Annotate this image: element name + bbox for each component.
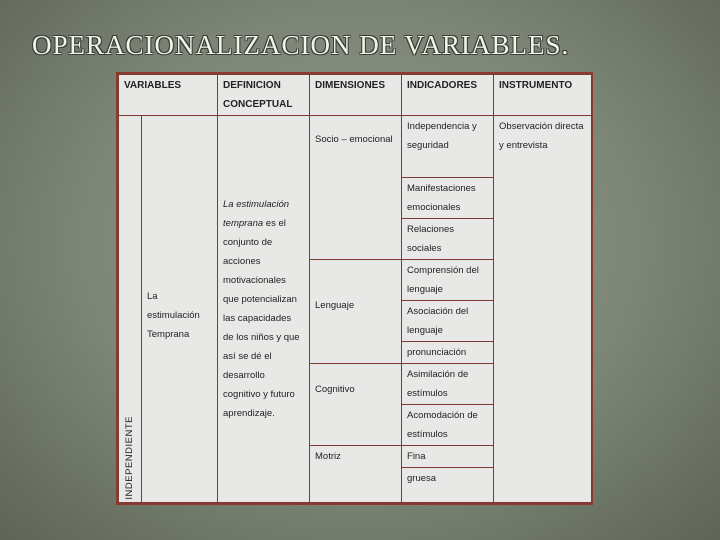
indicator-cell: Independencia y seguridad <box>402 116 494 178</box>
header-dimensiones: DIMENSIONES <box>310 75 402 116</box>
definition-term: La estimulación temprana <box>223 199 290 229</box>
slide-title: OPERACIONALIZACION DE VARIABLES. <box>32 30 570 60</box>
indicator-cell: Relaciones sociales <box>402 219 494 260</box>
header-indicadores: INDICADORES <box>402 75 494 116</box>
indicator-cell: pronunciación <box>402 342 494 364</box>
operationalization-document <box>116 72 593 505</box>
instrument-cell: Observación directa y entrevista <box>494 116 592 503</box>
header-instrumento: INSTRUMENTO <box>494 75 592 116</box>
definition-cell <box>218 116 310 503</box>
table-row <box>119 116 592 178</box>
header-row <box>119 75 592 116</box>
dimension-socio-emocional: Socio – emocional <box>310 116 402 260</box>
variable-name: La estimulación Temprana <box>147 291 200 340</box>
indicator-cell: Manifestaciones emocionales <box>402 178 494 219</box>
header-definicion: DEFINICION CONCEPTUAL <box>218 75 310 116</box>
indicator-spacer <box>402 489 494 503</box>
header-variables: VARIABLES <box>119 75 218 116</box>
indicator-cell: Comprensión del lenguaje <box>402 260 494 301</box>
indicator-cell: Fina <box>402 446 494 468</box>
variable-name-cell <box>142 116 218 503</box>
definition-text: es el conjunto de acciones motivacionales que potencializan las capacidades de los niños y que así se dé el desarrollo cognitivo y futuro aprendizaje. <box>223 218 300 419</box>
variables-table <box>118 74 592 503</box>
variable-type: INDEPENDIENTE <box>124 416 135 500</box>
indicator-cell: gruesa <box>402 468 494 490</box>
dimension-cognitivo: Cognitivo <box>310 364 402 446</box>
indicator-cell: Acomodación de estímulos <box>402 405 494 446</box>
indicator-cell: Asimilación de estímulos <box>402 364 494 405</box>
dimension-lenguaje: Lenguaje <box>310 260 402 364</box>
dimension-motriz: Motriz <box>310 446 402 503</box>
indicator-cell: Asociación del lenguaje <box>402 301 494 342</box>
variable-type-cell <box>119 116 142 503</box>
